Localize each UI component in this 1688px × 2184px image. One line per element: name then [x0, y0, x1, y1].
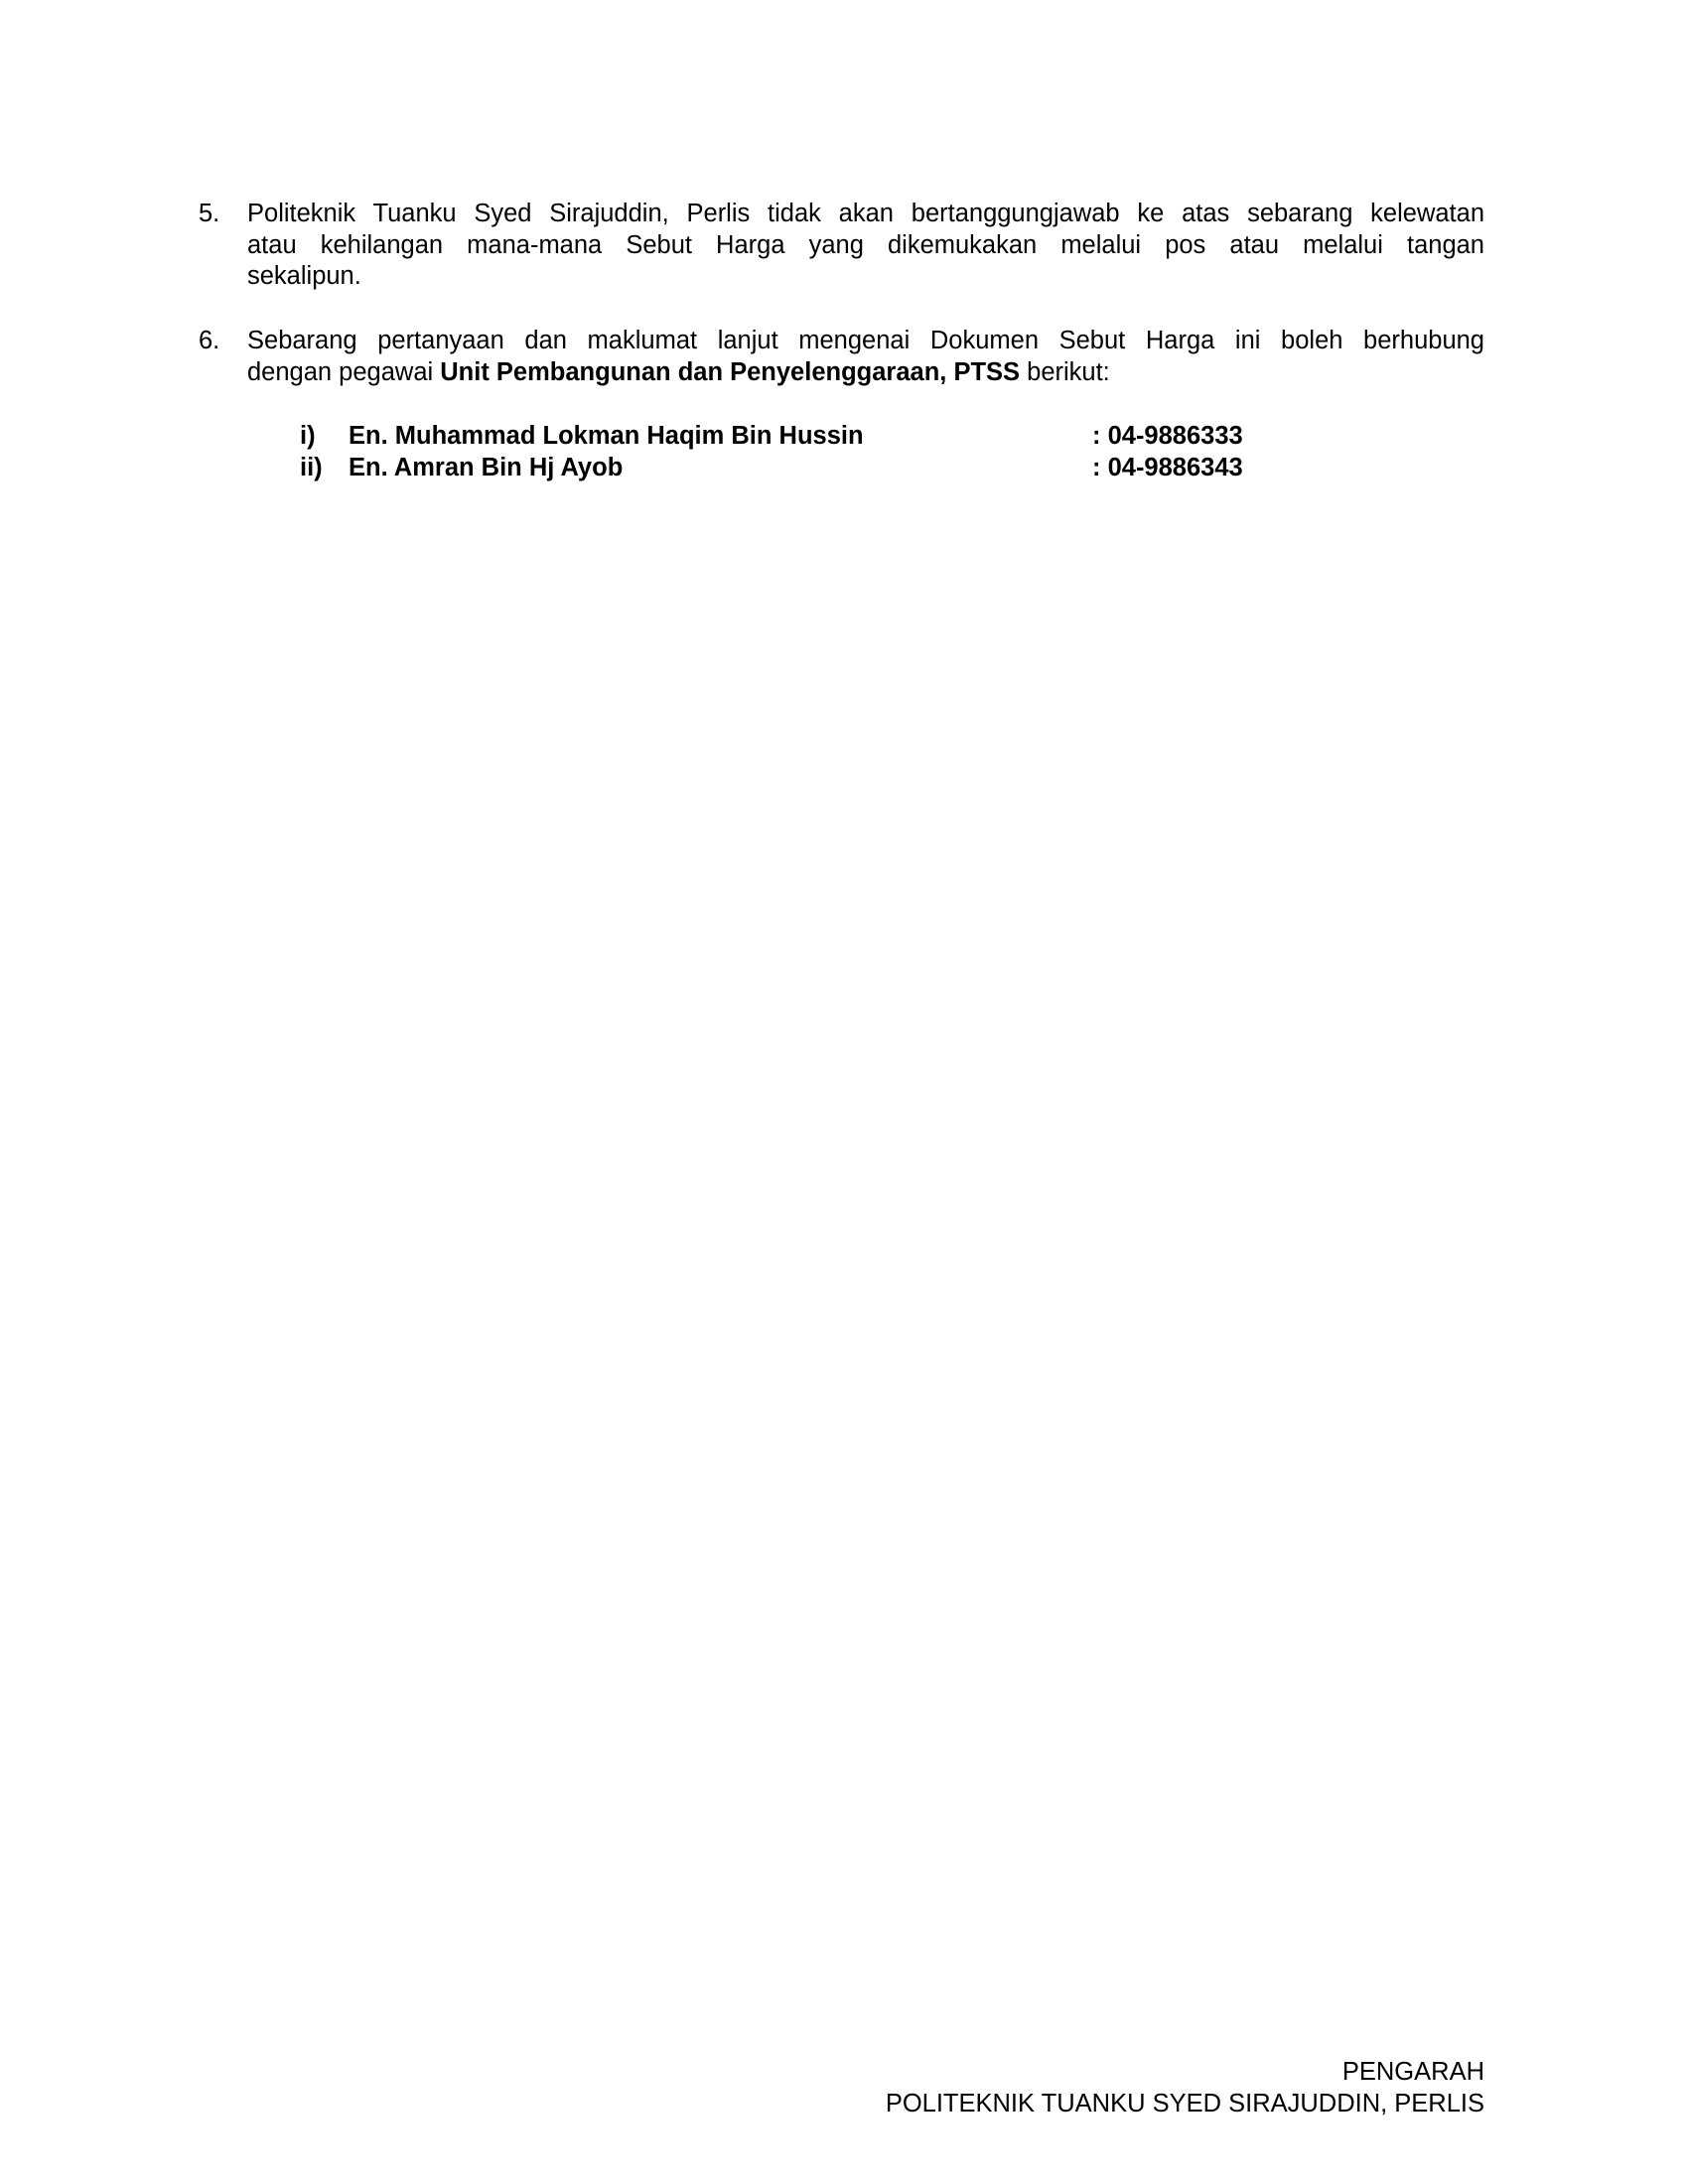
paragraph-5 — [199, 199, 1484, 293]
unit-name: Unit Pembangunan dan Penyelenggaraan, PTSS — [440, 357, 1021, 386]
line-prefix: dengan pegawai — [247, 357, 441, 386]
paragraph-text — [247, 199, 1484, 293]
paragraph-text — [247, 326, 1484, 388]
contact-list — [300, 421, 1293, 483]
contact-index: ii) — [300, 453, 323, 481]
contact-name: En. Muhammad Lokman Haqim Bin Hussin — [349, 422, 864, 450]
paragraph-line: Politeknik Tuanku Syed Sirajuddin, Perlis tidak akan bertanggungjawab ke atas sebarang kelewatan — [247, 200, 1484, 227]
contact-name: En. Amran Bin Hj Ayob — [349, 453, 624, 481]
contact-index: i) — [300, 422, 316, 450]
signature-block — [886, 2057, 1484, 2119]
contact-phone: : 04-9886343 — [1092, 453, 1243, 481]
paragraph-line: atau kehilangan mana-mana Sebut Harga yang dikemukakan melalui pos atau melalui tangan — [247, 230, 1484, 259]
contact-phone: : 04-9886333 — [1092, 422, 1243, 450]
paragraph-number: 5. — [199, 200, 220, 227]
signature-title: PENGARAH — [1341, 2058, 1484, 2086]
paragraph-number: 6. — [199, 327, 220, 354]
contact-row — [300, 453, 1293, 484]
contact-row — [300, 421, 1293, 453]
paragraph-line — [247, 357, 1484, 389]
paragraph-line: sekalipun. — [247, 262, 361, 290]
paragraph-line: Sebarang pertanyaan dan maklumat lanjut mengenai Dokumen Sebut Harga ini boleh berhubung — [247, 327, 1484, 354]
signature-institution: POLITEKNIK TUANKU SYED SIRAJUDDIN, PERLIS — [885, 2089, 1484, 2117]
line-suffix: berikut: — [1020, 357, 1110, 386]
paragraph-6 — [199, 326, 1484, 388]
